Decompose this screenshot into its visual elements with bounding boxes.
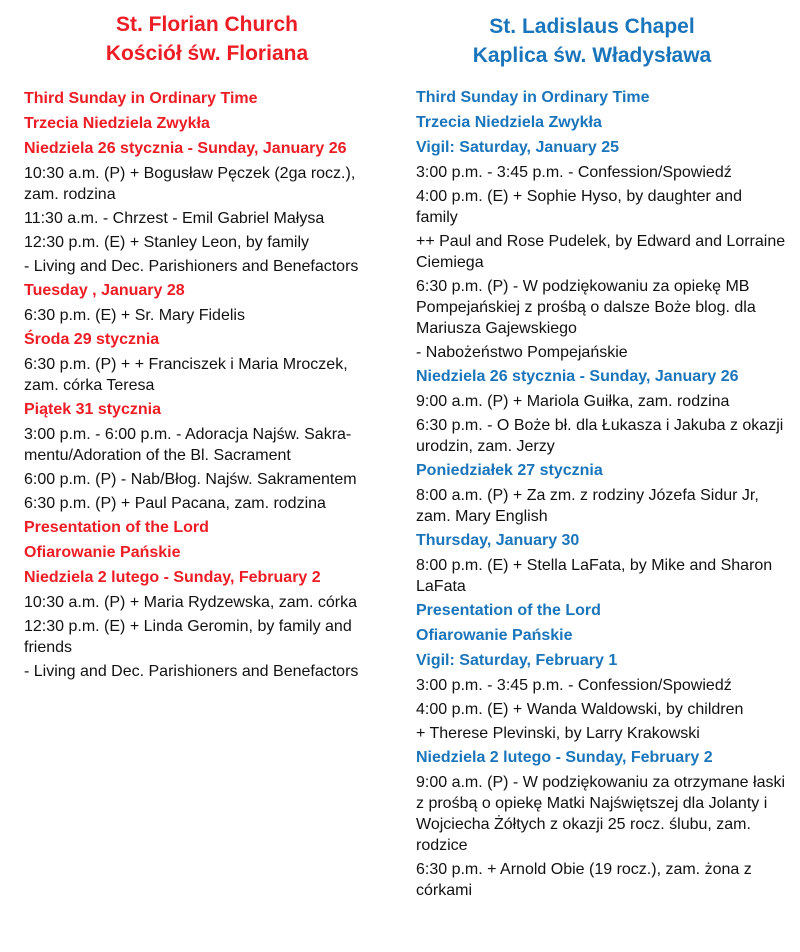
schedule-heading: Niedziela 26 stycznia - Sunday, January 26 (24, 140, 347, 157)
column-title (0, 0, 390, 68)
mass-intention: 6:30 p.m. + Arnold Obie (19 rocz.), zam. żona z córkami (416, 861, 752, 899)
schedule-heading: Presentation of the Lord (24, 519, 209, 536)
schedule-heading: Niedziela 2 lutego - Sunday, February 2 (416, 749, 713, 766)
mass-intention: 10:30 a.m. (P) + Bogusław Pęczek (2ga rocz.), zam. rodzina (24, 165, 356, 203)
mass-intention: 3:00 p.m. - 3:45 p.m. - Confession/Spowiedź (416, 677, 732, 694)
schedule-heading: Ofiarowanie Pańskie (416, 627, 573, 644)
church-name-english: St. Florian Church (115, 13, 298, 36)
mass-intention: - Nabożeństwo Pompejańskie (416, 344, 628, 361)
mass-intention: 6:00 p.m. (P) - Nab/Błog. Najśw. Sakramentem (24, 471, 357, 488)
mass-intention: 12:30 p.m. (E) + Linda Geromin, by family and friends (24, 618, 352, 656)
mass-intention: 12:30 p.m. (E) + Stanley Leon, by family (24, 234, 310, 251)
schedule-heading: Ofiarowanie Pańskie (24, 544, 181, 561)
mass-intention: 8:00 a.m. (P) + Za zm. z rodziny Józefa Sidur Jr, zam. Mary English (416, 487, 759, 525)
mass-intention: 9:00 a.m. (P) - W podziękowaniu za otrzymane łaski z prośbą o opiekę Matki Najświętszej dla Jolanty i Wojciecha Żółtych z okazji 25 rocz. ślubu, zam. rodzice (416, 774, 786, 854)
mass-intention: 6:30 p.m. (E) + Sr. Mary Fidelis (24, 307, 245, 324)
mass-intention: 8:00 p.m. (E) + Stella LaFata, by Mike and Sharon LaFata (416, 557, 773, 595)
mass-intention: 11:30 a.m. - Chrzest - Emil Gabriel Małysa (24, 210, 325, 227)
column-title (396, 0, 788, 70)
schedule-heading: Trzecia Niedziela Zwykła (24, 115, 210, 132)
schedule-heading: Presentation of the Lord (416, 602, 601, 619)
st-florian-column (24, 0, 374, 683)
schedule-heading: Third Sunday in Ordinary Time (416, 89, 650, 106)
schedule-heading: Niedziela 26 stycznia - Sunday, January 26 (416, 368, 739, 385)
schedule-heading: Poniedziałek 27 stycznia (416, 462, 603, 479)
schedule-heading: Tuesday , January 28 (24, 282, 185, 299)
chapel-name-english: St. Ladislaus Chapel (489, 15, 695, 38)
mass-intention: 3:00 p.m. - 3:45 p.m. - Confession/Spowiedź (416, 164, 732, 181)
mass-schedule-list (416, 85, 788, 902)
mass-intention: 6:30 p.m. (P) - W podziękowaniu za opiekę MB Pompejańskiej z prośbą o dalsze Boże blog. dla Mariusza Gajewskiego (416, 278, 756, 337)
mass-intention: 9:00 a.m. (P) + Mariola Guiłka, zam. rodzina (416, 393, 730, 410)
mass-intention: - Living and Dec. Parishioners and Benefactors (24, 663, 359, 680)
church-name-polish: Kościół św. Floriana (105, 42, 309, 65)
schedule-heading: Thursday, January 30 (416, 532, 580, 549)
mass-intention: 6:30 p.m. (P) + + Franciszek i Maria Mroczek, zam. córka Teresa (24, 356, 348, 394)
mass-intention: - Living and Dec. Parishioners and Benefactors (24, 258, 359, 275)
schedule-heading: Vigil: Saturday, February 1 (416, 652, 618, 669)
schedule-heading: Piątek 31 stycznia (24, 401, 161, 418)
schedule-heading: Third Sunday in Ordinary Time (24, 90, 258, 107)
mass-intention: + Therese Plevinski, by Larry Krakowski (416, 725, 700, 742)
mass-intention: 4:00 p.m. (E) + Wanda Waldowski, by children (416, 701, 744, 718)
schedule-heading: Vigil: Saturday, January 25 (416, 139, 620, 156)
mass-intention: 10:30 a.m. (P) + Maria Rydzewska, zam. córka (24, 594, 357, 611)
mass-intention: ++ Paul and Rose Pudelek, by Edward and Lorraine Ciemiega (416, 233, 786, 271)
mass-intention: 4:00 p.m. (E) + Sophie Hyso, by daughter and family (416, 188, 742, 226)
schedule-heading: Trzecia Niedziela Zwykła (416, 114, 602, 131)
chapel-name-polish: Kaplica św. Władysława (472, 44, 712, 67)
schedule-heading: Niedziela 2 lutego - Sunday, February 2 (24, 569, 321, 586)
st-ladislaus-column (416, 0, 788, 902)
mass-intention: 6:30 p.m. - O Boże bł. dla Łukasza i Jakuba z okazji urodzin, zam. Jerzy (416, 417, 784, 455)
mass-intention: 3:00 p.m. - 6:00 p.m. - Adoracja Najśw. Sakra-mentu/Adoration of the Bl. Sacrament (24, 426, 352, 464)
mass-intention: 6:30 p.m. (P) + Paul Pacana, zam. rodzina (24, 495, 326, 512)
mass-schedule-list (24, 86, 374, 683)
schedule-heading: Środa 29 stycznia (24, 331, 160, 348)
